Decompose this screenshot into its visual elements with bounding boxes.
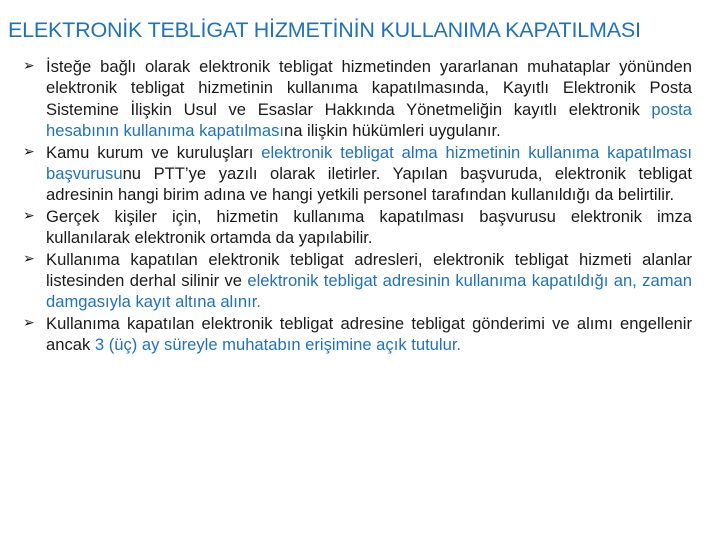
bullet-text: İsteğe bağlı olarak elektronik tebligat hizmetinden yararlanan muhataplar yönünden elektronik tebligat hizmetinin kullanıma kapatılmasında, Kayıtlı Elektronik Posta Sistemine İlişkin Usul ve Esaslar Hakkında Yönetmeliğin kayıtlı elektronik xyxy=(46,57,692,119)
bullet-text: na ilişkin hükümleri uygulanır. xyxy=(283,121,501,141)
highlighted-text: elektronik tebligat alma hizmetinin kullanıma kapatılması başvurusu xyxy=(46,142,692,184)
bullet-item xyxy=(22,249,692,313)
bullet-item xyxy=(22,206,692,249)
arrow-bullet-icon: ➢ xyxy=(23,314,35,331)
arrow-bullet-icon: ➢ xyxy=(23,207,35,224)
bullet-item xyxy=(22,142,692,206)
bullet-text: Kullanıma kapatılan elektronik tebligat adresleri, elektronik tebligat hizmeti alanlar listesinden derhal silinir ve xyxy=(46,249,692,291)
bullet-list xyxy=(22,56,692,356)
slide-title: ELEKTRONİK TEBLİGAT HİZMETİNİN KULLANIMA KAPATILMASI xyxy=(8,18,641,42)
bullet-text: Kamu kurum ve kuruluşları xyxy=(46,142,262,162)
highlighted-text: 3 (üç) ay süreyle muhatabın erişimine açık tutulur. xyxy=(94,335,462,355)
arrow-bullet-icon: ➢ xyxy=(23,250,35,267)
bullet-text: nu PTT’ye yazılı olarak iletirler. Yapılan başvuruda, elektronik tebligat adresinin hangi birim adına ve hangi yetkili personel tarafından kullanıldığı da belirtilir. xyxy=(46,164,692,205)
bullet-text: Kullanıma kapatılan elektronik tebligat adresine tebligat gönderimi ve alımı engellenir ancak xyxy=(46,313,692,355)
bullet-text: Gerçek kişiler için, hizmetin kullanıma kapatılması başvurusu elektronik imza kullanılarak elektronik ortamda da yapılabilir. xyxy=(46,206,692,248)
highlighted-text: elektronik tebligat adresinin kullanıma kapatıldığı an, zaman damgasıyla kayıt altına alınır. xyxy=(46,271,692,312)
bullet-item xyxy=(22,56,692,142)
arrow-bullet-icon: ➢ xyxy=(23,58,35,74)
bullet-item xyxy=(22,313,692,356)
highlighted-text: posta hesabının kullanıma kapatılması xyxy=(46,99,692,141)
arrow-bullet-icon: ➢ xyxy=(23,143,35,160)
